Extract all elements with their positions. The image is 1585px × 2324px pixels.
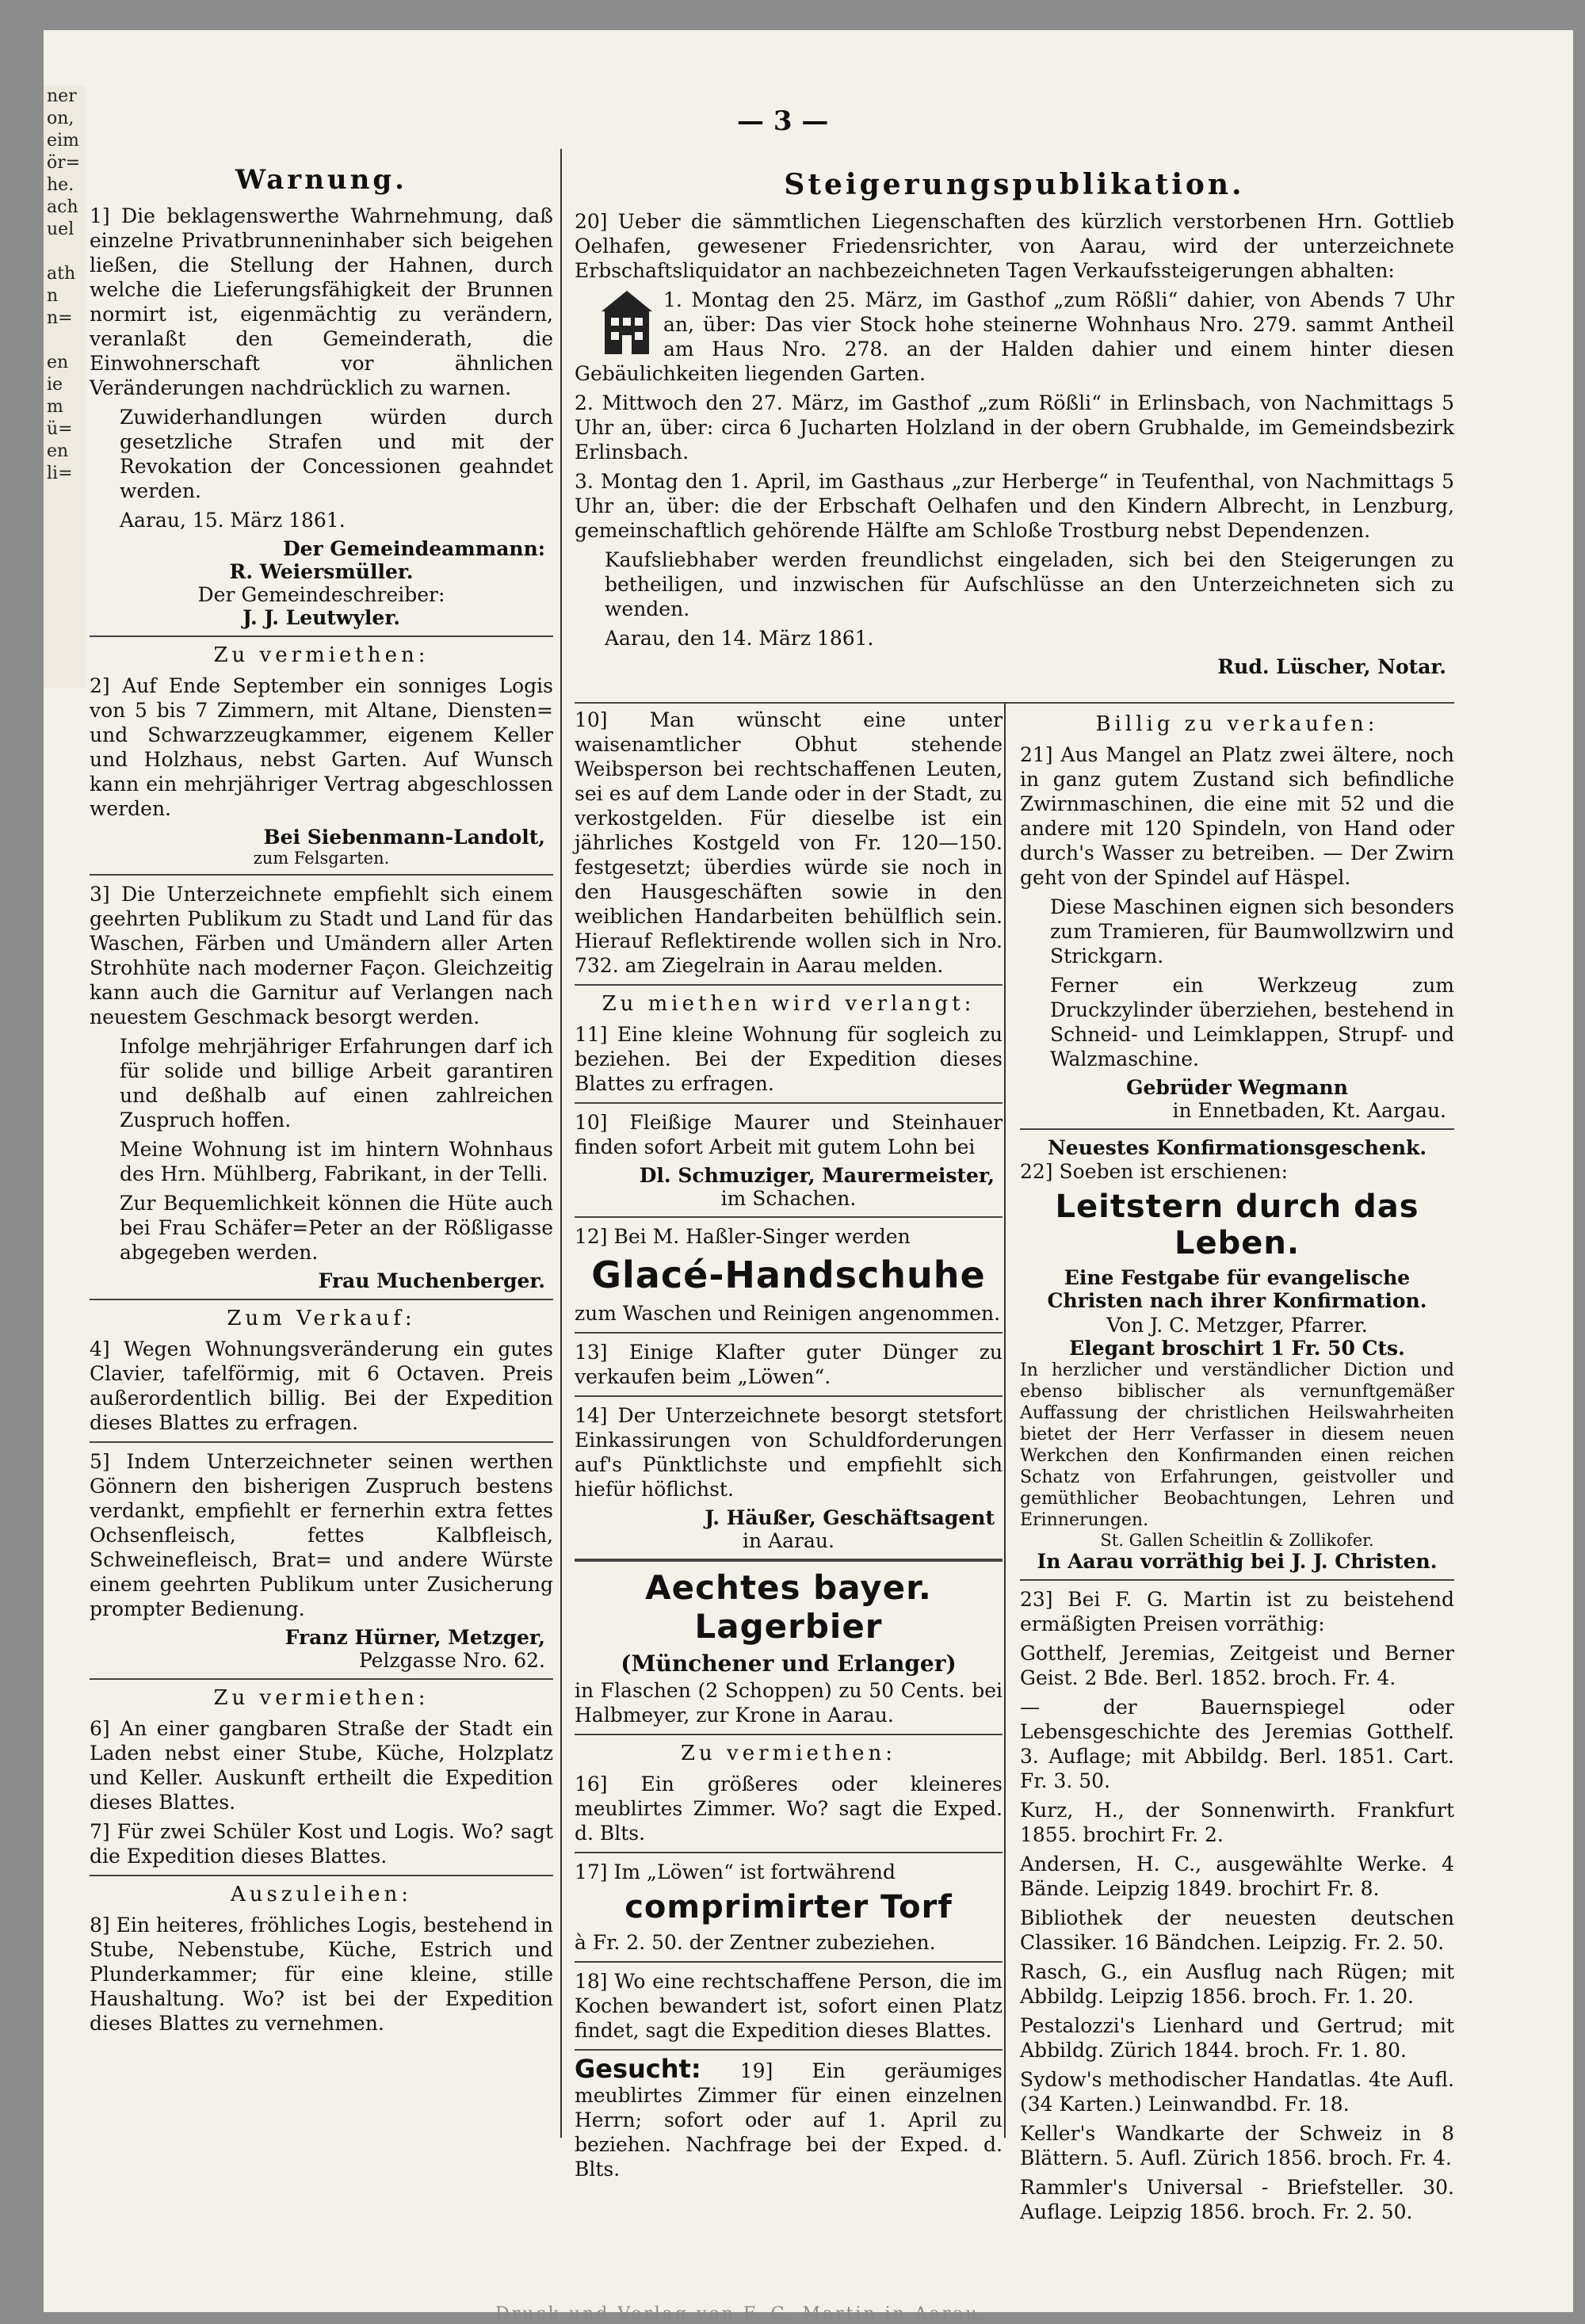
book-item: Pestalozzi's Lienhard und Gertrud; mit Abbildg. Zürich 1844. broch. Fr. 1. 80. (1020, 2014, 1454, 2062)
warnung-heading: Warnung. (235, 164, 407, 196)
book-item: Sydow's methodischer Handatlas. 4te Aufl. (34 Karten.) Leinwandbd. Fr. 18. (1020, 2068, 1454, 2116)
ad-17-text: 17] Im „Löwen“ ist fortwährend (575, 1860, 896, 1883)
adjacent-page-edge (44, 86, 85, 688)
ad-17-title: comprimirter Torf (624, 1889, 953, 1925)
ad-4-text: 4] Wegen Wohnungsveränderung ein gutes Clavier, tafelförmig, mit 6 Octaven. Preis außerordentlich billig. Bei der Expedition dieses Blattes zu erfragen. (90, 1338, 553, 1434)
steigerung-sig: Rud. Lüscher, Notar. (1217, 655, 1446, 678)
ad-22-availability: In Aarau vorräthig bei J. J. Christen. (1037, 1550, 1438, 1573)
ad-10b-sig: Dl. Schmuziger, Maurermeister, (639, 1164, 995, 1187)
warnung-text-2: Zuwiderhandlungen würden durch gesetzliche Strafen und mit der Revokation der Concessionen geahndet werden. (120, 406, 553, 502)
ad-22-text: 22] Soeben ist erschienen: (1020, 1160, 1289, 1183)
ad-12-title: Glacé-Handschuhe (591, 1254, 986, 1296)
ad-2-sig-2: zum Felsgarten. (253, 849, 390, 868)
ad-19-heading: Gesucht: (575, 2054, 701, 2084)
separator (1020, 1579, 1454, 1581)
ad-10b-text: 10] Fleißige Maurer und Steinhauer finden sofort Arbeit mit gutem Lohn bei (575, 1111, 1003, 1158)
bier-text: in Flaschen (2 Schoppen) zu 50 Cents. bei Halbmeyer, zur Krone in Aarau. (575, 1679, 1003, 1727)
steigerung-item-1 (575, 288, 1454, 386)
ad-14-sig-2: in Aarau. (743, 1529, 835, 1552)
book-item: Kurz, H., der Sonnenwirth. Frankfurt 1855. brochirt Fr. 2. (1020, 1799, 1454, 1846)
ad-23-text: 23] Bei F. G. Martin ist zu beistehend ermäßigten Preisen vorräthig: (1020, 1588, 1454, 1635)
steigerung-date: Aarau, den 14. März 1861. (605, 627, 874, 650)
separator (90, 635, 553, 637)
ad-22-price: Elegant broschirt 1 Fr. 50 Cts. (1069, 1337, 1405, 1360)
ad-8-text: 8] Ein heiteres, fröhliches Logis, bestehend in Stube, Nebenstube, Küche, Estrich und Plunderkammer; für eine kleine, stille Haushaltung. Wo? ist bei der Expedition dieses Blattes zu vernehmen. (90, 1914, 554, 2035)
separator (575, 1961, 1003, 1963)
edge-text: ner on, eim ör= he. ach uel ath n n= en ie m ü= en li= (47, 86, 81, 483)
ad-10b-sig-2: im Schachen. (720, 1187, 857, 1210)
separator (575, 1852, 1003, 1853)
ad-3-text-2: Infolge mehrjähriger Erfahrungen darf ich für solide und billige Arbeit garantiren und deßhalb auf einen zahlreichen Zuspruch hoffen. (120, 1035, 553, 1131)
ad-21-text-2: Diese Maschinen eignen sich besonders zum Tramieren, für Baumwollzwirn und Strickgarn. (1050, 895, 1454, 967)
ad-2-sig: Bei Siebenmann-Landolt, (263, 826, 545, 849)
ad-13-text: 13] Einige Klafter guter Dünger zu verkaufen beim „Löwen“. (575, 1341, 1003, 1388)
steigerung-item-1-text: 1. Montag den 25. März, im Gasthof „zum Rößli“ dahier, von Abends 7 Uhr an, über: Das vier Stock hohe steinerne Wohnhaus Nro. 279. sammt Antheil am Haus Nro. 278. an der Halden dahier und einem hinter diesen Gebäulichkeiten liegenden Garten. (575, 288, 1454, 385)
separator (90, 874, 553, 876)
ad-21-sig-2: in Ennetbaden, Kt. Aargau. (1172, 1099, 1446, 1122)
ad-7-text: 7] Für zwei Schüler Kost und Logis. Wo? sagt die Expedition dieses Blattes. (90, 1820, 553, 1868)
book-item: Andersen, H. C., ausgewählte Werke. 4 Bände. Leipzig 1849. brochirt Fr. 8. (1020, 1853, 1454, 1900)
ad-10-text: 10] Man wünscht eine unter waisenamtlicher Obhut stehende Weibsperson bei rechtschaffenen Leuten, sei es auf dem Lande oder in der Stadt, zu verkostgelden. Für dieselbe ist ein jährliches Kostgeld von Fr. 120—150. festgesetzt; überdies würde sie noch in den Hausgeschäften sowie in den weiblichen Handarbeiten behülflich sein. Hierauf Reflektirende wollen sich in Nro. 732. am Ziegelrain in Aarau melden. (575, 708, 1003, 977)
ad-3-text-4: Zur Bequemlichkeit können die Hüte auch bei Frau Schäfer=Peter an der Rößligasse abgegeben werden. (120, 1192, 553, 1264)
warnung-sig-name: R. Weiersmüller. (229, 560, 414, 583)
ad-22-author: Von J. C. Metzger, Pfarrer. (1106, 1314, 1368, 1337)
ad-11-text: 11] Eine kleine Wohnung für sogleich zu beziehen. Bei der Expedition dieses Blattes zu erfragen. (575, 1023, 1003, 1095)
page-number: — 3 — (737, 105, 829, 137)
section-heading: Zu miethen wird verlangt: (602, 992, 976, 1016)
ad-21-sig: Gebrüder Wegmann (1126, 1076, 1348, 1099)
imprint-footer: Druck und Verlag von F. G. Martin in Aarau. (495, 2304, 987, 2324)
section-heading: Billig zu verkaufen: (1095, 712, 1379, 736)
separator (575, 1216, 1003, 1218)
book-list (1020, 1641, 1454, 2224)
ad-21-text: 21] Aus Mangel an Platz zwei ältere, noch in ganz gutem Zustand sich befindliche Zwirnmaschinen, die eine mit 52 und die andere mit 120 Spindeln, von Hand oder durch's Wasser zu betreiben. — Der Zwirn geht von der Spindel auf Häspel. (1020, 743, 1454, 889)
separator (575, 1332, 1003, 1334)
bier-subtitle: (Münchener und Erlanger) (621, 1650, 957, 1677)
warnung-text: 1] Die beklagenswerthe Wahrnehmung, daß einzelne Privatbrunneninhaber sich beigehen ließen, die Stellung der Hahnen, durch welche die Lieferungsfähigkeit der Brunnen normirt ist, eigenmächtig zu verändern, veranlaßt den Gemeinderath, die Einwohnerschaft vor ähnlichen Veränderungen nachdrücklich zu warnen. (90, 204, 553, 399)
separator (90, 1875, 553, 1876)
ad-12-text: 12] Bei M. Haßler-Singer werden (575, 1225, 911, 1248)
separator (575, 1734, 1003, 1735)
book-item: Gotthelf, Jeremias, Zeitgeist und Berner Geist. 2 Bde. Berl. 1852. broch. Fr. 4. (1020, 1642, 1454, 1689)
separator (575, 1395, 1003, 1397)
column-rule-2 (1004, 704, 1006, 2138)
ad-21-text-3: Ferner ein Werkzeug zum Druckzylinder überziehen, bestehend in Schneid- und Leimklappen, Strupf- und Walzmaschine. (1050, 974, 1454, 1070)
separator (575, 1102, 1003, 1104)
ad-6-text: 6] An einer gangbaren Straße der Stadt ein Laden nebst einer Stube, Küche, Holzplatz und Keller. Auskunft ertheilt die Expedition dieses Blattes. (90, 1717, 553, 1814)
section-heading: Zu vermiethen: (213, 643, 430, 667)
konf-heading: Neuestes Konfirmationsgeschenk. (1047, 1136, 1427, 1159)
ad-17-text-2: à Fr. 2. 50. der Zentner zubeziehen. (575, 1931, 936, 1954)
steigerung-item-2: 2. Mittwoch den 27. März, im Gasthof „zum Rößli“ in Erlinsbach, von Nachmittags 5 Uhr an, über: circa 6 Jucharten Holzland in der obern Grubhalde, im Gemeindsbezirk Erlinsbach. (575, 391, 1454, 464)
ad-22-subtitle: Eine Festgabe für evangelische Christen nach ihrer Konfirmation. (1047, 1266, 1427, 1312)
steigerung-intro: 20] Ueber die sämmtlichen Liegenschaften des kürzlich verstorbenen Hrn. Gottlieb Oelhafen, gewesener Friedensrichter, von Aarau, wird der unterzeichnete Erbschaftsliquidator an nachbezeichneten Tagen Verkaufssteigerungen abhalten: (575, 210, 1454, 282)
warnung-sig-title: Der Gemeindeammann: (282, 537, 545, 560)
column-1 (90, 161, 553, 2142)
section-heading: Auszuleihen: (231, 1883, 412, 1906)
ad-14-sig: J. Häußer, Geschäftsagent (705, 1506, 995, 1529)
ad-3-text-3: Meine Wohnung ist im hintern Wohnhaus des Hrn. Mühlberg, Fabrikant, in der Telli. (120, 1138, 553, 1185)
separator (575, 1559, 1003, 1562)
book-item: Rasch, G., ein Ausflug nach Rügen; mit Abbildg. Leipzig 1856. broch. Fr. 1. 20. (1020, 1960, 1454, 2008)
house-icon (598, 288, 655, 357)
book-item: — der Bauernspiegel oder Lebensgeschichte des Jeremias Gotthelf. 3. Auflage; mit Abbildg. Berl. 1851. Cart. Fr. 3. 50. (1020, 1696, 1454, 1792)
book-item: Rammler's Universal - Briefsteller. 30. Auflage. Leipzig 1856. broch. Fr. 2. 50. (1020, 2176, 1454, 2223)
ad-22-description: In herzlicher und verständlicher Diction und ebenso biblischer als vernunftgemäßer Auffassung der christlichen Heilswahrheiten bietet der Herr Verfasser in diesem neuen Werkchen den Konfirmanden einen reichen Schatz von Erfahrungen, geistvoller und gemüthlicher Beobachtungen, Lehren und Erinnerungen. (1020, 1360, 1454, 1530)
ad-19 (575, 2054, 1003, 2181)
ad-22-publisher: St. Gallen Scheitlin & Zollikofer. (1100, 1531, 1374, 1550)
steigerung-block (575, 165, 1454, 704)
column-3 (1020, 708, 1454, 2223)
book-item: Bibliothek der neuesten deutschen Classiker. 16 Bändchen. Leipzig. Fr. 2. 50. (1020, 1906, 1454, 1954)
ad-5-text: 5] Indem Unterzeichneter seinen werthen Gönnern den bisherigen Zuspruch bestens verdankt, empfiehlt er fernerhin extra fettes Ochsenfleisch, fettes Kalbfleisch, Schweinefleisch, Brat= und andere Würste einem geehrten Publikum unter Zusicherung prompter Bedienung. (90, 1450, 553, 1620)
separator (575, 984, 1003, 986)
column-2 (575, 708, 1003, 2181)
ad-3-text: 3] Die Unterzeichnete empfiehlt sich einem geehrten Publikum zu Stadt und Land für das Waschen, Färben und Umändern aller Arten Strohhüte nach moderner Façon. Gleichzeitig kann auch die Garnitur auf Verlangen nach neuestem Geschmack besorgt werden. (90, 883, 553, 1028)
bier-title: Aechtes bayer. Lagerbier (645, 1568, 932, 1646)
separator (1020, 1128, 1454, 1130)
ad-5-sig-2: Pelzgasse Nro. 62. (358, 1649, 545, 1672)
ad-14-text: 14] Der Unterzeichnete besorgt stetsfort Einkassirungen von Schuldforderungen auf's Pünktlichste und empfiehlt sich hiefür höflichst. (575, 1404, 1003, 1501)
separator (575, 702, 1454, 704)
section-heading: Zu vermiethen: (213, 1686, 430, 1710)
ad-18-text: 18] Wo eine rechtschaffene Person, die im Kochen bewandert ist, sofort einen Platz findet, sagt die Expedition dieses Blattes. (575, 1970, 1003, 2042)
ad-2-text: 2] Auf Ende September ein sonniges Logis von 5 bis 7 Zimmern, mit Altane, Diensten= und Schwarzzeugkammer, eigenem Keller und Holzhaus, nebst Garten. Auf Wunsch kann ein mehrjähriger Vertrag abgeschlossen werden. (90, 674, 553, 820)
warnung-sig2-title: Der Gemeindeschreiber: (197, 583, 445, 606)
separator (90, 1678, 553, 1680)
steigerung-outro: Kaufsliebhaber werden freundlichst eingeladen, sich bei den Steigerungen zu betheiligen, und inzwischen für Aufschlüsse an den Unterzeichneten sich zu wenden. (605, 548, 1454, 620)
ad-19-text: 19] Ein geräumiges meublirtes Zimmer für einen einzelnen Herrn; sofort oder auf 1. April zu beziehen. Nachfrage bei der Exped. d. Blts. (575, 2059, 1003, 2181)
section-heading: Zu vermiethen: (680, 1742, 897, 1765)
ad-5-sig: Franz Hürner, Metzger, (285, 1626, 545, 1649)
warnung-date: Aarau, 15. März 1861. (120, 509, 346, 532)
column-rule-1 (560, 149, 562, 2138)
separator (90, 1299, 553, 1300)
ad-3-sig: Frau Muchenberger. (318, 1269, 545, 1292)
warnung-sig2-name: J. J. Leutwyler. (243, 606, 400, 629)
separator (575, 2049, 1003, 2051)
separator (90, 1441, 553, 1443)
steigerung-heading: Steigerungspublikation. (784, 168, 1245, 201)
ad-22-title: Leitstern durch das Leben. (1055, 1189, 1419, 1261)
newspaper-page (44, 30, 1573, 2324)
book-item: Keller's Wandkarte der Schweiz in 8 Blättern. 5. Aufl. Zürich 1856. broch. Fr. 4. (1020, 2122, 1454, 2169)
ad-16-text: 16] Ein größeres oder kleineres meublirtes Zimmer. Wo? sagt die Exped. d. Blts. (575, 1773, 1003, 1845)
ad-12-text-2: zum Waschen und Reinigen angenommen. (575, 1302, 1001, 1325)
steigerung-item-3: 3. Montag den 1. April, im Gasthaus „zur Herberge“ in Teufenthal, von Nachmittags 5 Uhr an, über: die der Erbschaft Oelhafen und den Kindern Albrecht, in Lenzburg, gemeinschaftlich gehörende Hälfte am Schloße Trostburg nebst Dependenzen. (575, 470, 1454, 542)
section-heading: Zum Verkauf: (227, 1307, 416, 1330)
